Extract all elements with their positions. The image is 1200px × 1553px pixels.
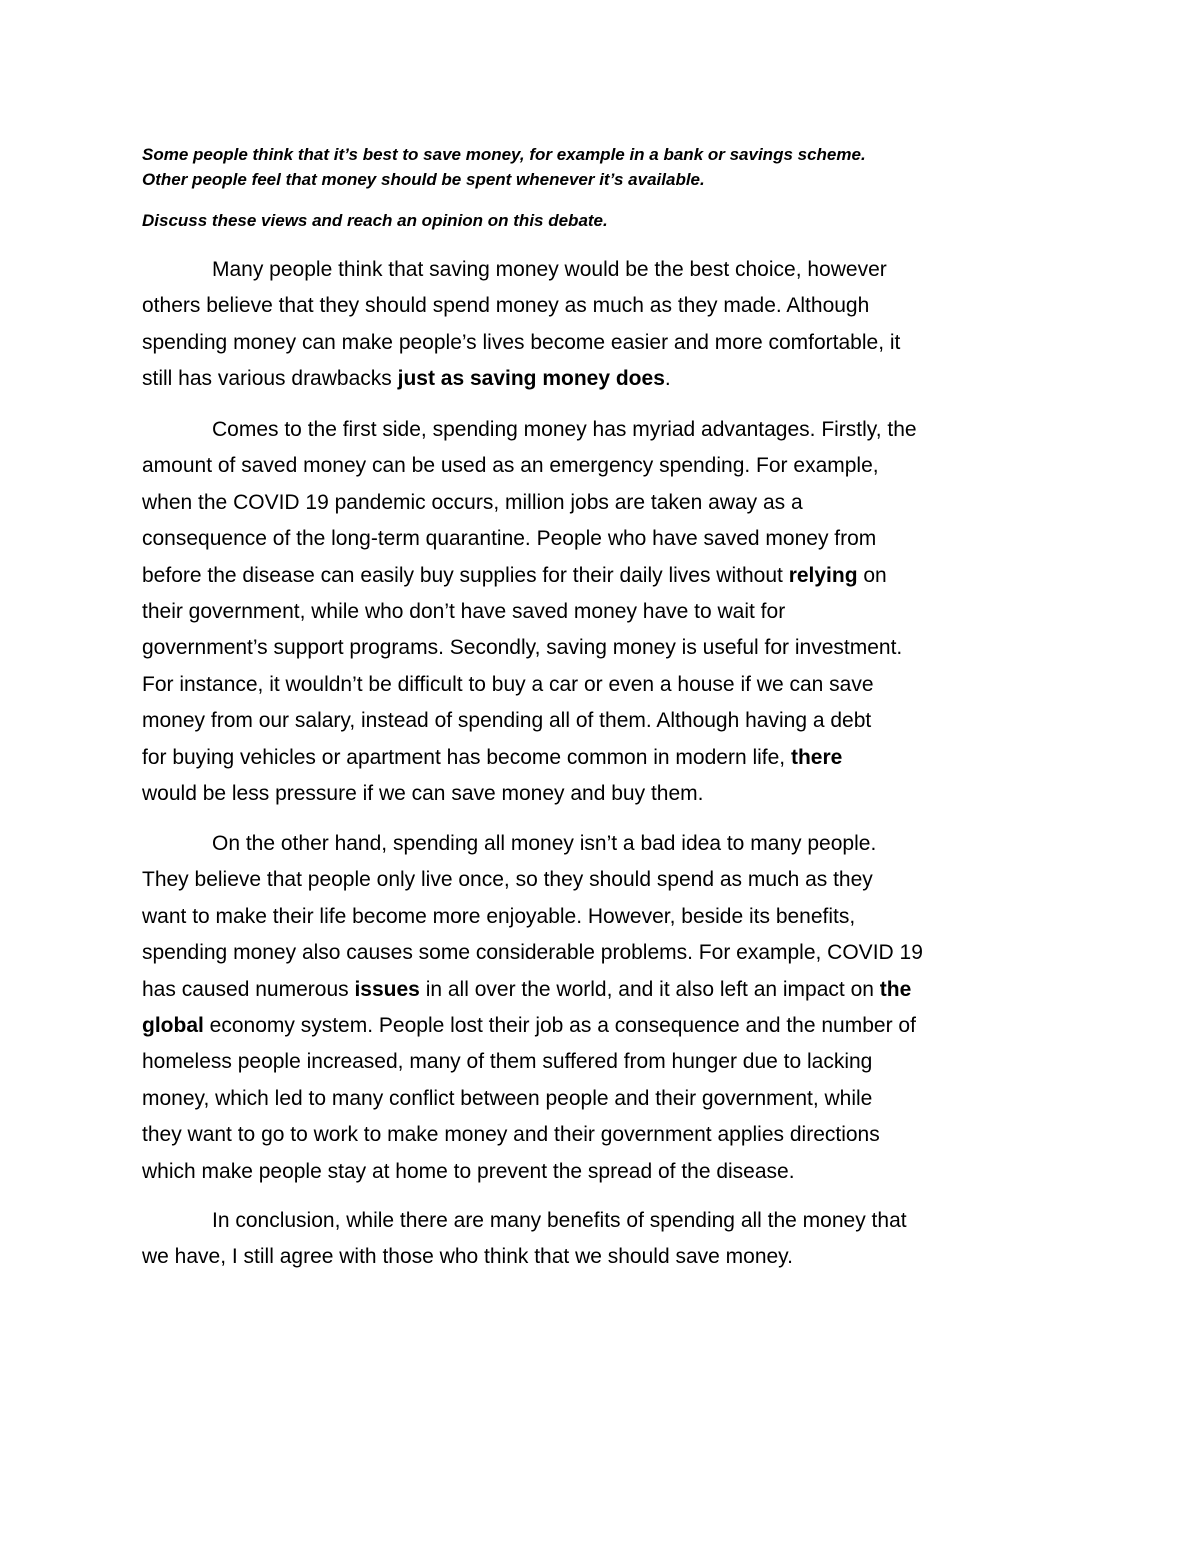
essay-paragraph-conclusion xyxy=(142,1203,1067,1276)
text-line: which make people stay at home to prevent the spread of the disease. xyxy=(142,1159,795,1183)
text-line xyxy=(142,558,1067,594)
essay-instruction xyxy=(142,208,1062,233)
text-line: amount of saved money can be used as an emergency spending. For example, xyxy=(142,454,879,478)
essay-paragraph-body-1 xyxy=(142,412,1067,812)
bold-text-run: issues xyxy=(354,977,420,1001)
text-line: Comes to the first side, spending money has myriad advantages. Firstly, the xyxy=(212,418,917,441)
text-line: they want to go to work to make money and their government applies directions xyxy=(142,1123,880,1147)
text-line: Many people think that saving money would be the best choice, however xyxy=(212,258,887,281)
text-line: would be less pressure if we can save money and buy them. xyxy=(142,782,704,806)
text-line: others believe that they should spend money as much as they made. Although xyxy=(142,294,870,318)
prompt-line-2: Other people feel that money should be spent whenever it’s available. xyxy=(142,170,705,189)
text-line: money from our salary, instead of spending all of them. Although having a debt xyxy=(142,709,872,733)
prompt-line-1: Some people think that it’s best to save money, for example in a bank or savings scheme. xyxy=(142,145,866,164)
text-line: when the COVID 19 pandemic occurs, million jobs are taken away as a xyxy=(142,490,803,514)
text-line xyxy=(142,1008,1067,1044)
bold-text-run: global xyxy=(142,1014,204,1038)
text-line: consequence of the long-term quarantine. People who have saved money from xyxy=(142,527,877,551)
text-run: for buying vehicles or apartment has become common in modern life, xyxy=(142,745,791,769)
text-line: want to make their life become more enjoyable. However, beside its benefits, xyxy=(142,904,856,928)
bold-text-run: there xyxy=(790,745,843,769)
text-run: on xyxy=(857,563,887,587)
essay-prompt xyxy=(142,142,1062,192)
bold-text-run: relying xyxy=(788,563,858,587)
bold-text-run: the xyxy=(879,977,912,1001)
instruction-line: Discuss these views and reach an opinion on this debate. xyxy=(142,211,608,230)
text-line: spending money also causes some considerable problems. For example, COVID 19 xyxy=(142,941,923,965)
text-run: . xyxy=(664,367,671,391)
text-line: On the other hand, spending all money isn’t a bad idea to many people. xyxy=(212,832,877,855)
text-line: They believe that people only live once, so they should spend as much as they xyxy=(142,868,873,892)
text-line xyxy=(142,361,1067,397)
text-run: in all over the world, and it also left an impact on xyxy=(419,977,880,1001)
bold-text-run: just as saving money does xyxy=(397,367,665,391)
text-run: economy system. People lost their job as a consequence and the number of xyxy=(203,1014,916,1038)
text-line: For instance, it wouldn’t be difficult to buy a car or even a house if we can save xyxy=(142,672,874,696)
text-line: homeless people increased, many of them suffered from hunger due to lacking xyxy=(142,1050,873,1074)
text-line: spending money can make people’s lives become easier and more comfortable, it xyxy=(142,330,901,354)
text-line: we have, I still agree with those who think that we should save money. xyxy=(142,1245,793,1269)
text-run: has caused numerous xyxy=(142,977,355,1001)
text-line: In conclusion, while there are many benefits of spending all the money that xyxy=(212,1209,907,1232)
essay-paragraph-introduction xyxy=(142,252,1067,398)
text-run: before the disease can easily buy supplies for their daily lives without xyxy=(142,563,789,587)
text-line: government’s support programs. Secondly, saving money is useful for investment. xyxy=(142,636,903,660)
text-line xyxy=(142,740,1067,776)
text-run: still has various drawbacks xyxy=(142,367,398,391)
text-line: money, which led to many conflict between people and their government, while xyxy=(142,1086,873,1110)
text-line xyxy=(142,972,1067,1008)
text-line: their government, while who don’t have saved money have to wait for xyxy=(142,600,786,624)
essay-paragraph-body-2 xyxy=(142,826,1067,1190)
